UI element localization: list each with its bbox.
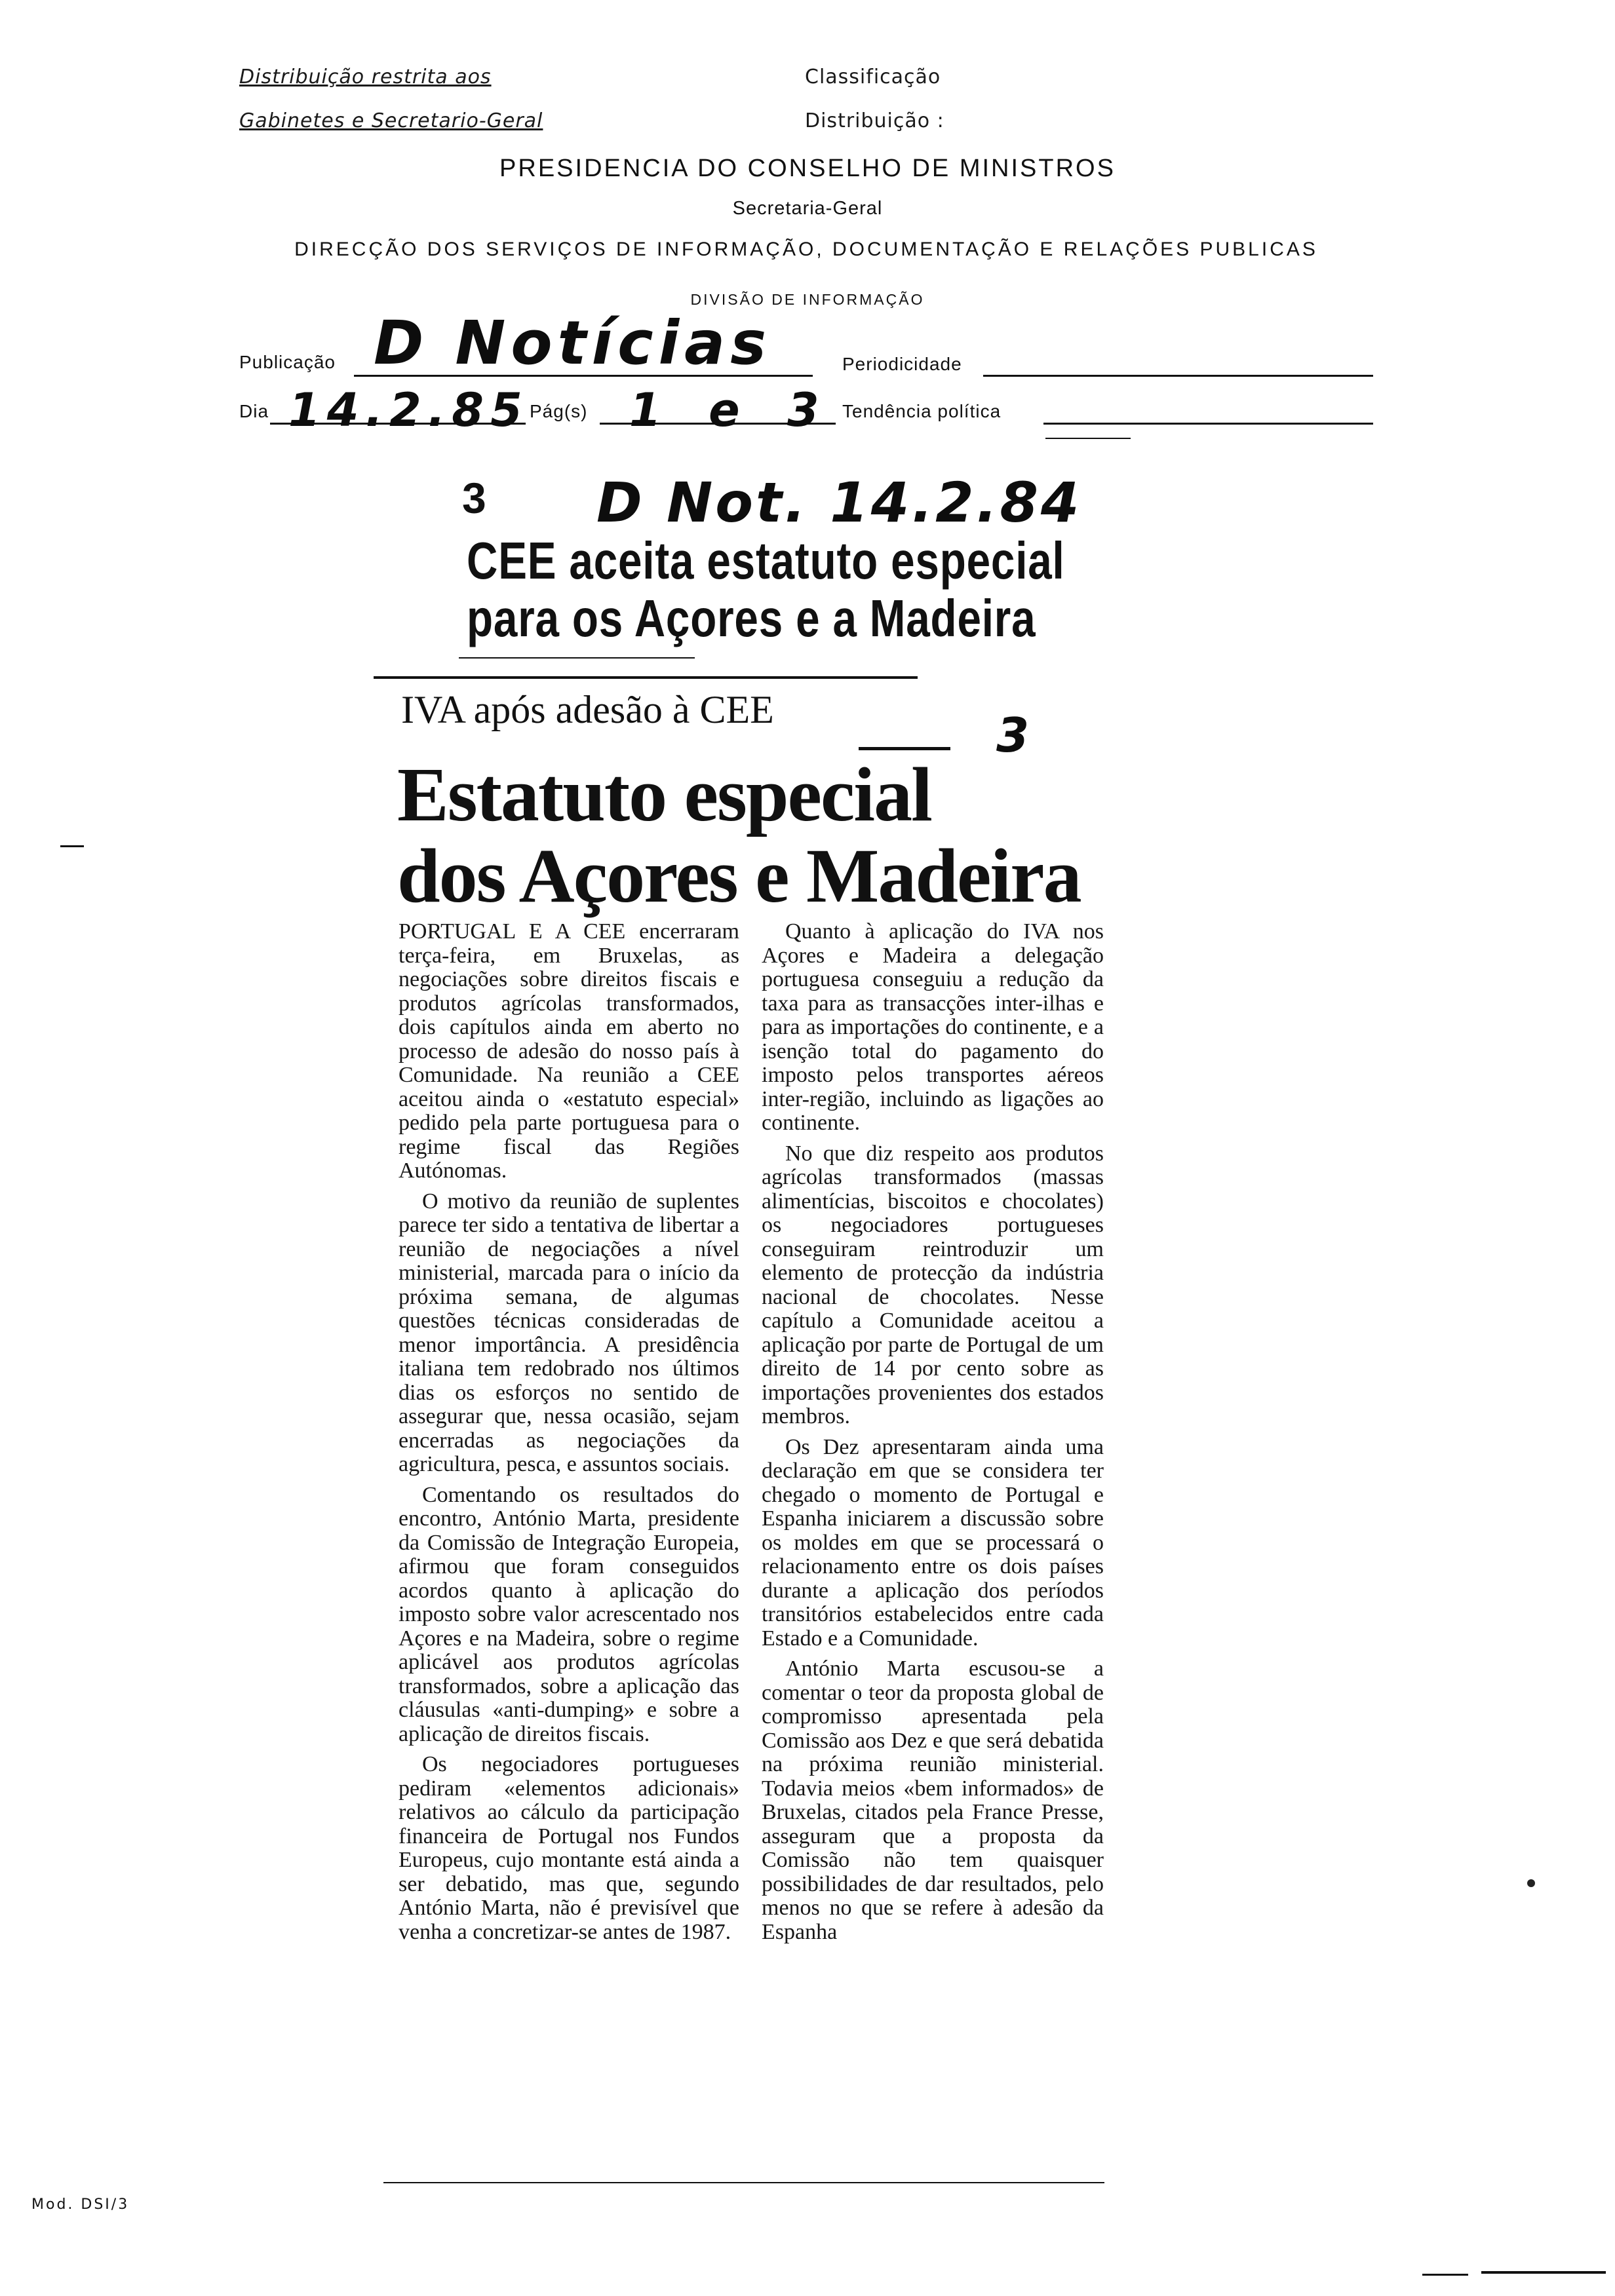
clipping-headline-line2: para os Açores e a Madeira: [467, 589, 1036, 647]
short-rule: [1045, 438, 1131, 439]
scan-mark-bottom-2: [1481, 2271, 1606, 2274]
right-paragraph-1: Quanto à aplicação do IVA nos Açores e Madeira a delegação portuguesa conseguiu a redução da taxa para as transacções inter-ilhas e para as importações do continente, e a isenção total do pagamento do imposto pelos transportes aéreos inter-região, incluindo as ligações ao continente.: [762, 919, 1104, 1135]
classification-label: Classificação: [805, 66, 941, 88]
clipping-rule: [459, 657, 695, 659]
right-paragraph-4: António Marta escusou-se a comentar o teor da proposta global de compromisso apresentada pela Comissão aos Dez e que será debatida na próxima reunião ministerial. Todavia meios «bem informados» de Bruxelas, citados pela France Presse, asseguram que a proposta da Comissão não tem quaisquer possibilidades de dar resultados, pelo menos no que se refere à adesão da Espanha: [762, 1656, 1104, 1944]
day-handwritten-value: 14.2.85: [288, 383, 529, 437]
article-right-column: [762, 920, 1104, 1951]
left-paragraph-2: O motivo da reunião de suplentes parece ter sido a tentativa de libertar a reunião de negociações a nível ministerial, marcada para o início da próxima semana, de algumas questões técnicas consideradas de menor importância. A presidência italiana tem redobrado nos últimos dias os esforços no sentido de assegurar que, nessa ocasião, sejam encerradas as negociações da agricultura, pesca, e assuntos sociais.: [399, 1189, 739, 1476]
left-paragraph-1: PORTUGAL E A CEE encerraram terça-feira, em Bruxelas, as negociações sobre direitos fiscais e produtos agrícolas transformados, dois capítulos ainda em aberto no processo de adesão do nosso país à Comunidade. Na reunião a CEE aceitou ainda o «estatuto especial» pedido pela parte portuguesa para o regime fiscal das Regiões Autónomas.: [399, 919, 739, 1183]
clipping-headline-line1: CEE aceita estatuto especial: [467, 531, 1065, 590]
article-top-rule: [374, 676, 918, 679]
periodicity-underline: [983, 375, 1373, 377]
pages-handwritten-value: 1 e 3: [629, 383, 835, 437]
directorate-heading: DIRECÇÃO DOS SERVIÇOS DE INFORMAÇÃO, DOCUMENTAÇÃO E RELAÇÕES PUBLICAS: [294, 239, 1318, 260]
page-title: PRESIDENCIA DO CONSELHO DE MINISTROS: [499, 155, 1116, 182]
article-bottom-rule: [383, 2182, 1104, 2183]
clipping-page-number: 3: [462, 474, 486, 522]
page-subtitle: Secretaria-Geral: [732, 198, 883, 219]
publication-handwritten-value: D Notícias: [374, 308, 772, 378]
publication-label: Publicação: [239, 352, 336, 372]
tendency-label: Tendência política: [842, 401, 1002, 421]
distribution-label: Distribuição :: [805, 109, 944, 132]
division-heading: DIVISÃO DE INFORMAÇÃO: [690, 291, 925, 308]
margin-mark-stroke: [859, 747, 950, 750]
left-paragraph-4: Os negociadores portugueses pediram «elementos adicionais» relativos ao cálculo da participação financeira de Portugal nos Fundos Europeus, cujo montante está ainda a ser debatido, mas que, segundo António Marta, não é previsível que venha a concretizar-se antes de 1987.: [399, 1752, 739, 1944]
periodicity-label: Periodicidade: [842, 354, 962, 374]
scan-mark-bottom-1: [1422, 2274, 1468, 2276]
tendency-underline: [1043, 423, 1373, 425]
scan-mark-left: [60, 845, 84, 847]
form-code: Mod. DSI/3: [31, 2196, 130, 2213]
article-headline-line2: dos Açores e Madeira: [397, 833, 1081, 919]
distribution-restriction-line2: Gabinetes e Secretario-Geral: [239, 109, 543, 132]
scan-dot-right: [1527, 1879, 1535, 1887]
article-kicker: IVA após adesão à CEE: [401, 688, 774, 731]
clipping-handwritten-reference: D Not. 14.2.84: [596, 470, 1082, 535]
left-paragraph-3: Comentando os resultados do encontro, António Marta, presidente da Comissão de Integração Europeia, afirmou que foram conseguidos acordos quanto à aplicação do imposto sobre valor acrescentado nos Açores e na Madeira, sobre o regime aplicável aos produtos agrícolas transformados, sobre a aplicação das cláusulas «anti-dumping» e sobre a aplicação de direitos fiscais.: [399, 1482, 739, 1746]
pages-label: Pág(s): [530, 401, 588, 421]
margin-page-mark: 3: [996, 708, 1030, 763]
distribution-restriction-line1: Distribuição restrita aos: [239, 66, 492, 88]
article-headline-line1: Estatuto especial: [397, 752, 931, 837]
right-paragraph-3: Os Dez apresentaram ainda uma declaração em que se considera ter chegado o momento de Portugal e Espanha iniciarem a discussão sobre os moldes em que se processará o relacionamento entre os dois países durante a aplicação dos períodos transitórios estabelecidos entre cada Estado e a Comunidade.: [762, 1434, 1104, 1651]
day-label: Dia: [239, 401, 269, 421]
right-paragraph-2: No que diz respeito aos produtos agrícolas transformados (massas alimentícias, biscoitos e chocolates) os negociadores portugueses conseguiram reintroduzir um elemento de protecção da indústria nacional de chocolates. Nesse capítulo a Comunidade aceitou a aplicação por parte de Portugal de um direito de 14 por cento sobre as importações provenientes dos estados membros.: [762, 1141, 1104, 1428]
article-left-column: [399, 920, 739, 1951]
